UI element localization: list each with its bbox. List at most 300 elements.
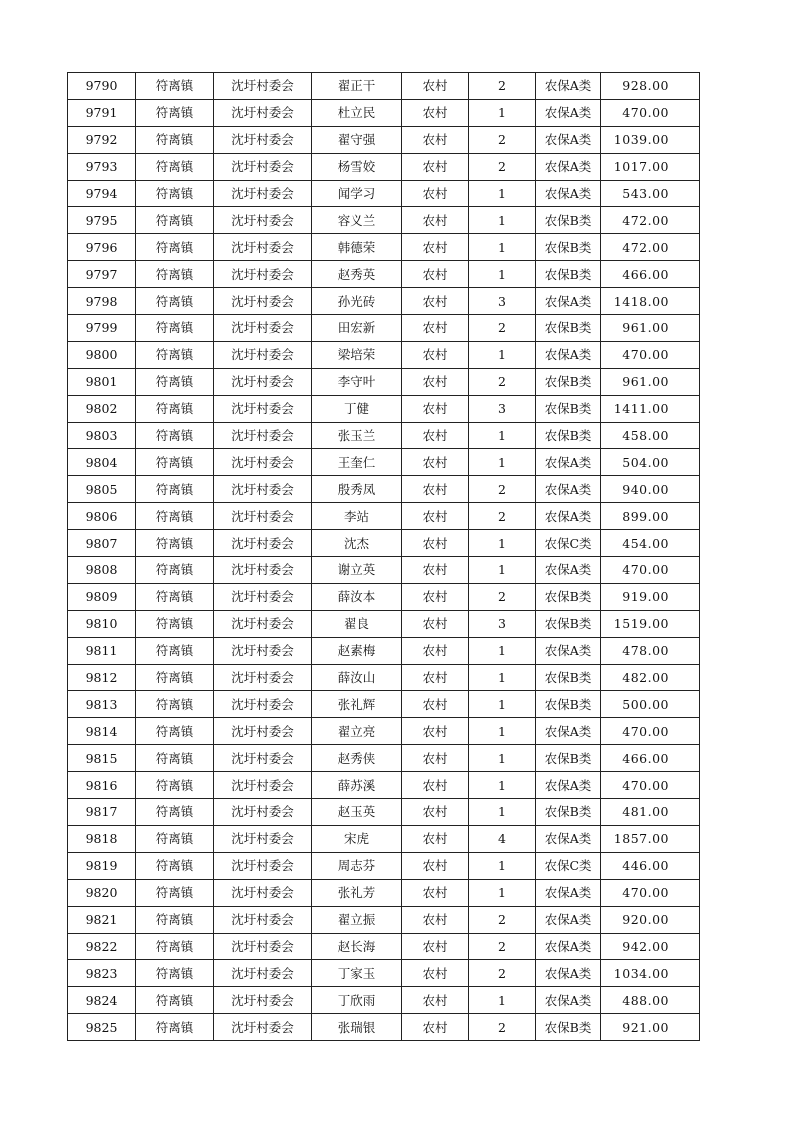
amount-cell: 961.00 (601, 368, 700, 395)
table-row (68, 879, 700, 906)
household-size-cell: 1 (469, 852, 536, 879)
household-size-cell: 2 (469, 503, 536, 530)
name-cell: 赵素梅 (312, 637, 402, 664)
village-committee-cell: 沈圩村委会 (214, 180, 312, 207)
name-cell: 田宏新 (312, 315, 402, 342)
village-committee-cell: 沈圩村委会 (214, 557, 312, 584)
table-row (68, 691, 700, 718)
category-cell: 农保A类 (536, 153, 601, 180)
name-cell: 闻学习 (312, 180, 402, 207)
village-committee-cell: 沈圩村委会 (214, 691, 312, 718)
household-type-cell: 农村 (402, 315, 469, 342)
name-cell: 梁培荣 (312, 341, 402, 368)
amount-cell: 921.00 (601, 1014, 700, 1041)
household-size-cell: 1 (469, 99, 536, 126)
village-committee-cell: 沈圩村委会 (214, 73, 312, 100)
household-type-cell: 农村 (402, 637, 469, 664)
town-cell: 符离镇 (136, 610, 214, 637)
village-committee-cell: 沈圩村委会 (214, 1014, 312, 1041)
amount-cell: 899.00 (601, 503, 700, 530)
table-row (68, 610, 700, 637)
serial-number-cell: 9805 (68, 476, 136, 503)
household-type-cell: 农村 (402, 664, 469, 691)
village-committee-cell: 沈圩村委会 (214, 126, 312, 153)
name-cell: 李站 (312, 503, 402, 530)
serial-number-cell: 9812 (68, 664, 136, 691)
household-size-cell: 1 (469, 422, 536, 449)
town-cell: 符离镇 (136, 422, 214, 449)
table-row (68, 315, 700, 342)
category-cell: 农保B类 (536, 315, 601, 342)
serial-number-cell: 9791 (68, 99, 136, 126)
town-cell: 符离镇 (136, 530, 214, 557)
name-cell: 翟立亮 (312, 718, 402, 745)
serial-number-cell: 9799 (68, 315, 136, 342)
name-cell: 张瑞银 (312, 1014, 402, 1041)
serial-number-cell: 9804 (68, 449, 136, 476)
household-size-cell: 2 (469, 73, 536, 100)
table-row (68, 799, 700, 826)
serial-number-cell: 9813 (68, 691, 136, 718)
village-committee-cell: 沈圩村委会 (214, 422, 312, 449)
serial-number-cell: 9809 (68, 583, 136, 610)
household-type-cell: 农村 (402, 691, 469, 718)
household-type-cell: 农村 (402, 610, 469, 637)
name-cell: 张礼辉 (312, 691, 402, 718)
town-cell: 符离镇 (136, 449, 214, 476)
town-cell: 符离镇 (136, 960, 214, 987)
amount-cell: 543.00 (601, 180, 700, 207)
name-cell: 翟立振 (312, 906, 402, 933)
name-cell: 杜立民 (312, 99, 402, 126)
name-cell: 翟守强 (312, 126, 402, 153)
table-row (68, 207, 700, 234)
name-cell: 赵秀侠 (312, 745, 402, 772)
name-cell: 丁欣雨 (312, 987, 402, 1014)
household-size-cell: 2 (469, 368, 536, 395)
town-cell: 符离镇 (136, 395, 214, 422)
serial-number-cell: 9820 (68, 879, 136, 906)
amount-cell: 1039.00 (601, 126, 700, 153)
category-cell: 农保A类 (536, 73, 601, 100)
town-cell: 符离镇 (136, 987, 214, 1014)
village-committee-cell: 沈圩村委会 (214, 530, 312, 557)
category-cell: 农保B类 (536, 583, 601, 610)
village-committee-cell: 沈圩村委会 (214, 153, 312, 180)
amount-cell: 1519.00 (601, 610, 700, 637)
household-type-cell: 农村 (402, 772, 469, 799)
household-type-cell: 农村 (402, 960, 469, 987)
household-type-cell: 农村 (402, 557, 469, 584)
serial-number-cell: 9801 (68, 368, 136, 395)
table-row (68, 906, 700, 933)
category-cell: 农保B类 (536, 234, 601, 261)
category-cell: 农保B类 (536, 691, 601, 718)
household-size-cell: 1 (469, 557, 536, 584)
village-committee-cell: 沈圩村委会 (214, 960, 312, 987)
serial-number-cell: 9824 (68, 987, 136, 1014)
town-cell: 符离镇 (136, 153, 214, 180)
village-committee-cell: 沈圩村委会 (214, 799, 312, 826)
table-row (68, 476, 700, 503)
serial-number-cell: 9800 (68, 341, 136, 368)
town-cell: 符离镇 (136, 745, 214, 772)
name-cell: 周志芬 (312, 852, 402, 879)
category-cell: 农保A类 (536, 718, 601, 745)
name-cell: 杨雪姣 (312, 153, 402, 180)
town-cell: 符离镇 (136, 476, 214, 503)
household-size-cell: 2 (469, 153, 536, 180)
table-row (68, 557, 700, 584)
amount-cell: 928.00 (601, 73, 700, 100)
name-cell: 丁家玉 (312, 960, 402, 987)
amount-cell: 961.00 (601, 315, 700, 342)
serial-number-cell: 9806 (68, 503, 136, 530)
table-row (68, 583, 700, 610)
serial-number-cell: 9797 (68, 261, 136, 288)
amount-cell: 478.00 (601, 637, 700, 664)
category-cell: 农保B类 (536, 368, 601, 395)
town-cell: 符离镇 (136, 126, 214, 153)
town-cell: 符离镇 (136, 583, 214, 610)
amount-cell: 446.00 (601, 852, 700, 879)
town-cell: 符离镇 (136, 315, 214, 342)
household-type-cell: 农村 (402, 476, 469, 503)
name-cell: 容义兰 (312, 207, 402, 234)
amount-cell: 1411.00 (601, 395, 700, 422)
household-type-cell: 农村 (402, 207, 469, 234)
household-size-cell: 1 (469, 234, 536, 261)
household-type-cell: 农村 (402, 449, 469, 476)
amount-cell: 470.00 (601, 341, 700, 368)
amount-cell: 470.00 (601, 772, 700, 799)
amount-cell: 482.00 (601, 664, 700, 691)
town-cell: 符离镇 (136, 906, 214, 933)
town-cell: 符离镇 (136, 718, 214, 745)
household-size-cell: 1 (469, 664, 536, 691)
table-row (68, 933, 700, 960)
village-committee-cell: 沈圩村委会 (214, 637, 312, 664)
name-cell: 薛汝山 (312, 664, 402, 691)
serial-number-cell: 9792 (68, 126, 136, 153)
household-size-cell: 3 (469, 288, 536, 315)
town-cell: 符离镇 (136, 772, 214, 799)
town-cell: 符离镇 (136, 234, 214, 261)
household-size-cell: 1 (469, 718, 536, 745)
household-type-cell: 农村 (402, 987, 469, 1014)
table-row (68, 126, 700, 153)
town-cell: 符离镇 (136, 933, 214, 960)
serial-number-cell: 9790 (68, 73, 136, 100)
household-type-cell: 农村 (402, 879, 469, 906)
household-type-cell: 农村 (402, 261, 469, 288)
category-cell: 农保A类 (536, 772, 601, 799)
amount-cell: 470.00 (601, 99, 700, 126)
serial-number-cell: 9793 (68, 153, 136, 180)
village-committee-cell: 沈圩村委会 (214, 449, 312, 476)
table-row (68, 503, 700, 530)
household-type-cell: 农村 (402, 73, 469, 100)
amount-cell: 920.00 (601, 906, 700, 933)
table-row (68, 153, 700, 180)
household-type-cell: 农村 (402, 288, 469, 315)
category-cell: 农保B类 (536, 261, 601, 288)
name-cell: 赵秀英 (312, 261, 402, 288)
category-cell: 农保B类 (536, 207, 601, 234)
village-committee-cell: 沈圩村委会 (214, 987, 312, 1014)
amount-cell: 1418.00 (601, 288, 700, 315)
amount-cell: 919.00 (601, 583, 700, 610)
amount-cell: 458.00 (601, 422, 700, 449)
name-cell: 宋虎 (312, 825, 402, 852)
household-size-cell: 1 (469, 180, 536, 207)
serial-number-cell: 9823 (68, 960, 136, 987)
village-committee-cell: 沈圩村委会 (214, 315, 312, 342)
household-size-cell: 3 (469, 610, 536, 637)
village-committee-cell: 沈圩村委会 (214, 368, 312, 395)
serial-number-cell: 9796 (68, 234, 136, 261)
name-cell: 王奎仁 (312, 449, 402, 476)
household-size-cell: 2 (469, 933, 536, 960)
name-cell: 翟良 (312, 610, 402, 637)
household-type-cell: 农村 (402, 799, 469, 826)
amount-cell: 500.00 (601, 691, 700, 718)
category-cell: 农保A类 (536, 637, 601, 664)
category-cell: 农保A类 (536, 180, 601, 207)
household-type-cell: 农村 (402, 368, 469, 395)
household-type-cell: 农村 (402, 234, 469, 261)
name-cell: 赵长海 (312, 933, 402, 960)
household-type-cell: 农村 (402, 745, 469, 772)
name-cell: 韩德荣 (312, 234, 402, 261)
serial-number-cell: 9814 (68, 718, 136, 745)
town-cell: 符离镇 (136, 288, 214, 315)
household-size-cell: 1 (469, 987, 536, 1014)
amount-cell: 481.00 (601, 799, 700, 826)
town-cell: 符离镇 (136, 368, 214, 395)
household-type-cell: 农村 (402, 583, 469, 610)
name-cell: 张礼芳 (312, 879, 402, 906)
table-row (68, 852, 700, 879)
town-cell: 符离镇 (136, 825, 214, 852)
household-size-cell: 1 (469, 799, 536, 826)
town-cell: 符离镇 (136, 341, 214, 368)
amount-cell: 1857.00 (601, 825, 700, 852)
category-cell: 农保B类 (536, 799, 601, 826)
category-cell: 农保A类 (536, 960, 601, 987)
household-size-cell: 2 (469, 476, 536, 503)
serial-number-cell: 9819 (68, 852, 136, 879)
household-type-cell: 农村 (402, 852, 469, 879)
serial-number-cell: 9822 (68, 933, 136, 960)
serial-number-cell: 9821 (68, 906, 136, 933)
town-cell: 符离镇 (136, 557, 214, 584)
town-cell: 符离镇 (136, 207, 214, 234)
category-cell: 农保B类 (536, 745, 601, 772)
category-cell: 农保A类 (536, 933, 601, 960)
category-cell: 农保A类 (536, 879, 601, 906)
village-committee-cell: 沈圩村委会 (214, 906, 312, 933)
household-size-cell: 2 (469, 960, 536, 987)
village-committee-cell: 沈圩村委会 (214, 718, 312, 745)
name-cell: 沈杰 (312, 530, 402, 557)
town-cell: 符离镇 (136, 852, 214, 879)
town-cell: 符离镇 (136, 180, 214, 207)
household-type-cell: 农村 (402, 718, 469, 745)
village-committee-cell: 沈圩村委会 (214, 234, 312, 261)
household-type-cell: 农村 (402, 422, 469, 449)
serial-number-cell: 9815 (68, 745, 136, 772)
household-type-cell: 农村 (402, 906, 469, 933)
table-row (68, 825, 700, 852)
category-cell: 农保A类 (536, 503, 601, 530)
table-row (68, 637, 700, 664)
village-committee-cell: 沈圩村委会 (214, 583, 312, 610)
category-cell: 农保A类 (536, 557, 601, 584)
amount-cell: 1034.00 (601, 960, 700, 987)
category-cell: 农保B类 (536, 395, 601, 422)
household-size-cell: 1 (469, 530, 536, 557)
name-cell: 薛苏溪 (312, 772, 402, 799)
household-size-cell: 1 (469, 772, 536, 799)
village-committee-cell: 沈圩村委会 (214, 933, 312, 960)
village-committee-cell: 沈圩村委会 (214, 610, 312, 637)
category-cell: 农保C类 (536, 852, 601, 879)
amount-cell: 472.00 (601, 207, 700, 234)
village-committee-cell: 沈圩村委会 (214, 825, 312, 852)
table-row (68, 960, 700, 987)
household-type-cell: 农村 (402, 1014, 469, 1041)
household-size-cell: 2 (469, 906, 536, 933)
document-table-container (67, 72, 699, 1041)
town-cell: 符离镇 (136, 261, 214, 288)
serial-number-cell: 9802 (68, 395, 136, 422)
village-committee-cell: 沈圩村委会 (214, 879, 312, 906)
household-size-cell: 2 (469, 126, 536, 153)
household-type-cell: 农村 (402, 503, 469, 530)
category-cell: 农保A类 (536, 341, 601, 368)
table-row (68, 422, 700, 449)
category-cell: 农保A类 (536, 906, 601, 933)
town-cell: 符离镇 (136, 1014, 214, 1041)
serial-number-cell: 9795 (68, 207, 136, 234)
household-type-cell: 农村 (402, 395, 469, 422)
household-size-cell: 2 (469, 1014, 536, 1041)
category-cell: 农保A类 (536, 126, 601, 153)
table-row (68, 73, 700, 100)
allowance-table (67, 72, 700, 1041)
category-cell: 农保B类 (536, 664, 601, 691)
category-cell: 农保A类 (536, 288, 601, 315)
household-type-cell: 农村 (402, 99, 469, 126)
name-cell: 谢立英 (312, 557, 402, 584)
household-type-cell: 农村 (402, 530, 469, 557)
table-row (68, 718, 700, 745)
name-cell: 孙光砖 (312, 288, 402, 315)
household-size-cell: 2 (469, 315, 536, 342)
table-row (68, 987, 700, 1014)
serial-number-cell: 9811 (68, 637, 136, 664)
name-cell: 张玉兰 (312, 422, 402, 449)
table-row (68, 99, 700, 126)
table-row (68, 180, 700, 207)
household-size-cell: 4 (469, 825, 536, 852)
serial-number-cell: 9798 (68, 288, 136, 315)
village-committee-cell: 沈圩村委会 (214, 664, 312, 691)
village-committee-cell: 沈圩村委会 (214, 476, 312, 503)
household-size-cell: 1 (469, 207, 536, 234)
village-committee-cell: 沈圩村委会 (214, 341, 312, 368)
town-cell: 符离镇 (136, 503, 214, 530)
category-cell: 农保A类 (536, 825, 601, 852)
household-size-cell: 2 (469, 583, 536, 610)
amount-cell: 470.00 (601, 557, 700, 584)
serial-number-cell: 9817 (68, 799, 136, 826)
table-row (68, 1014, 700, 1041)
town-cell: 符离镇 (136, 73, 214, 100)
household-type-cell: 农村 (402, 180, 469, 207)
village-committee-cell: 沈圩村委会 (214, 395, 312, 422)
serial-number-cell: 9807 (68, 530, 136, 557)
name-cell: 赵玉英 (312, 799, 402, 826)
name-cell: 翟正干 (312, 73, 402, 100)
household-size-cell: 1 (469, 637, 536, 664)
amount-cell: 940.00 (601, 476, 700, 503)
serial-number-cell: 9818 (68, 825, 136, 852)
village-committee-cell: 沈圩村委会 (214, 772, 312, 799)
village-committee-cell: 沈圩村委会 (214, 852, 312, 879)
household-size-cell: 1 (469, 341, 536, 368)
town-cell: 符离镇 (136, 691, 214, 718)
category-cell: 农保A类 (536, 449, 601, 476)
amount-cell: 504.00 (601, 449, 700, 476)
serial-number-cell: 9810 (68, 610, 136, 637)
category-cell: 农保B类 (536, 610, 601, 637)
village-committee-cell: 沈圩村委会 (214, 288, 312, 315)
amount-cell: 454.00 (601, 530, 700, 557)
table-row (68, 530, 700, 557)
amount-cell: 466.00 (601, 745, 700, 772)
household-size-cell: 1 (469, 879, 536, 906)
town-cell: 符离镇 (136, 664, 214, 691)
village-committee-cell: 沈圩村委会 (214, 207, 312, 234)
table-row (68, 288, 700, 315)
serial-number-cell: 9803 (68, 422, 136, 449)
name-cell: 李守叶 (312, 368, 402, 395)
amount-cell: 466.00 (601, 261, 700, 288)
table-row (68, 341, 700, 368)
town-cell: 符离镇 (136, 879, 214, 906)
table-row (68, 664, 700, 691)
name-cell: 丁健 (312, 395, 402, 422)
table-row (68, 449, 700, 476)
village-committee-cell: 沈圩村委会 (214, 261, 312, 288)
household-type-cell: 农村 (402, 933, 469, 960)
category-cell: 农保B类 (536, 1014, 601, 1041)
serial-number-cell: 9808 (68, 557, 136, 584)
serial-number-cell: 9794 (68, 180, 136, 207)
category-cell: 农保A类 (536, 99, 601, 126)
serial-number-cell: 9825 (68, 1014, 136, 1041)
table-row (68, 772, 700, 799)
village-committee-cell: 沈圩村委会 (214, 745, 312, 772)
household-size-cell: 1 (469, 261, 536, 288)
category-cell: 农保B类 (536, 422, 601, 449)
town-cell: 符离镇 (136, 799, 214, 826)
town-cell: 符离镇 (136, 637, 214, 664)
amount-cell: 470.00 (601, 879, 700, 906)
amount-cell: 942.00 (601, 933, 700, 960)
